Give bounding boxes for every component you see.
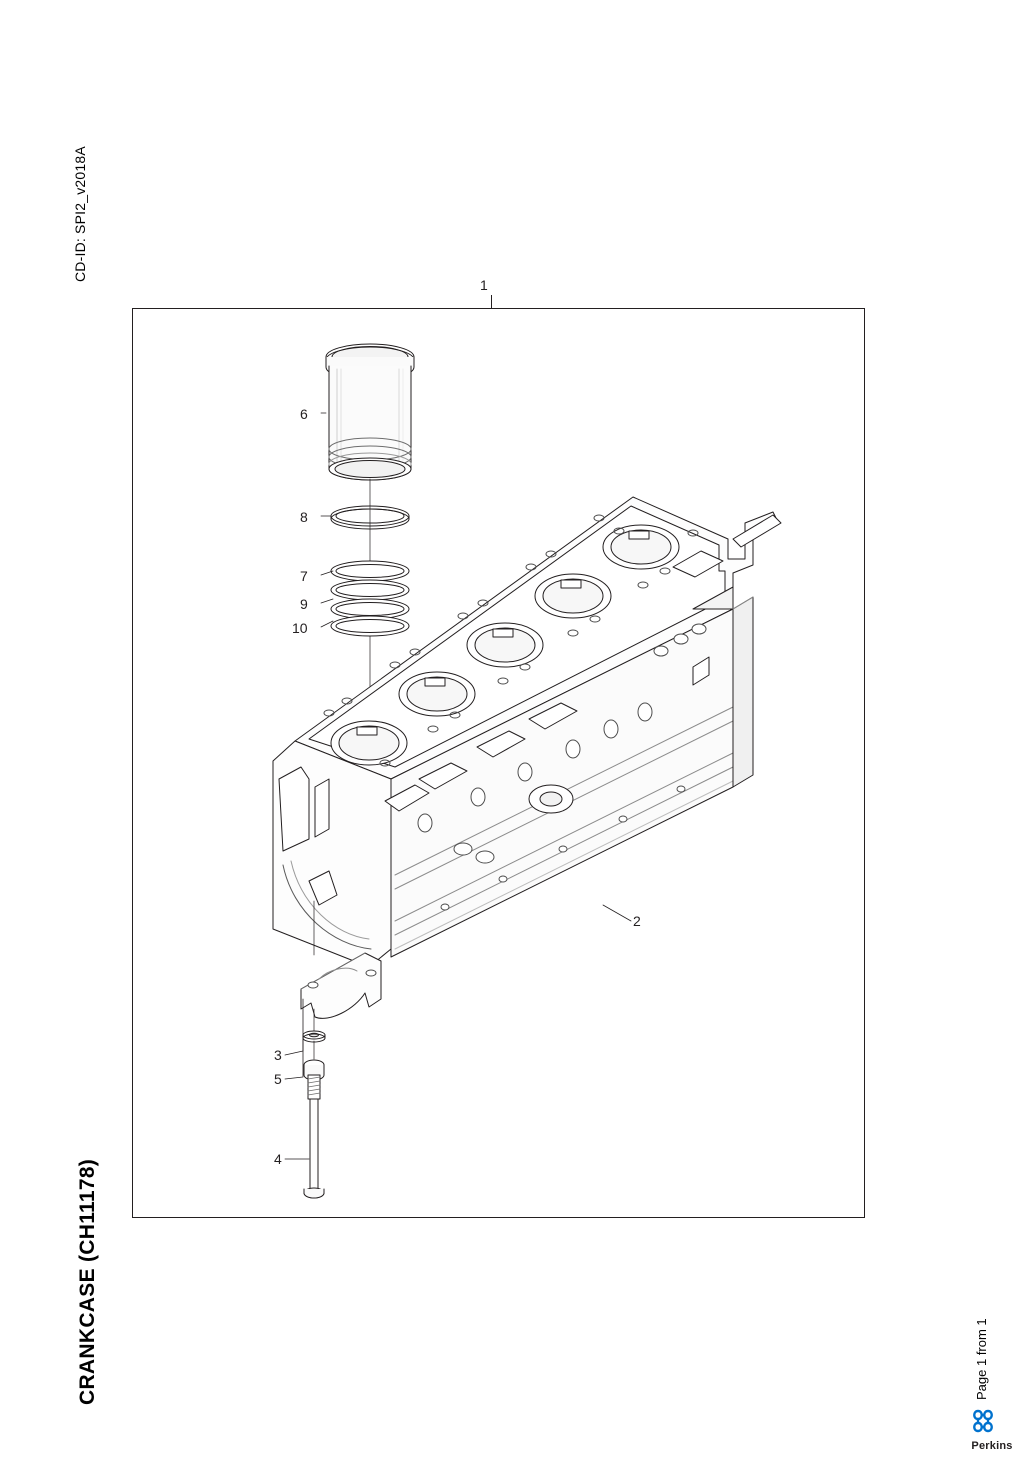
- callout-7: 7: [300, 568, 308, 584]
- part-bearing-cap: [301, 953, 381, 1018]
- perkins-wordmark: Perkins: [971, 1440, 1013, 1452]
- callout-1-leader: [491, 295, 492, 309]
- part-o-rings: [331, 561, 409, 636]
- callout-9: 9: [300, 596, 308, 612]
- part-bolt: [304, 1060, 324, 1198]
- callout-8: 8: [300, 509, 308, 525]
- page-title: CRANKCASE (CH11178): [76, 1158, 99, 1405]
- exploded-parts-diagram: [132, 308, 865, 1218]
- callout-10: 10: [292, 620, 308, 636]
- callout-1: 1: [480, 277, 488, 293]
- callout-4: 4: [274, 1151, 282, 1167]
- callout-6: 6: [300, 406, 308, 422]
- part-washer: [303, 1031, 325, 1042]
- part-cylinder-liner: [326, 344, 414, 480]
- callout-5: 5: [274, 1071, 282, 1087]
- page-counter: Page 1 from 1: [974, 1318, 989, 1400]
- perkins-logo: [966, 1408, 1018, 1452]
- perkins-logo-icon: [970, 1408, 1014, 1438]
- callout-3: 3: [274, 1047, 282, 1063]
- callout-2: 2: [633, 913, 641, 929]
- parts-illustration: [133, 309, 866, 1219]
- cd-id-label: CD-ID: SPI2_v2018A: [72, 146, 88, 282]
